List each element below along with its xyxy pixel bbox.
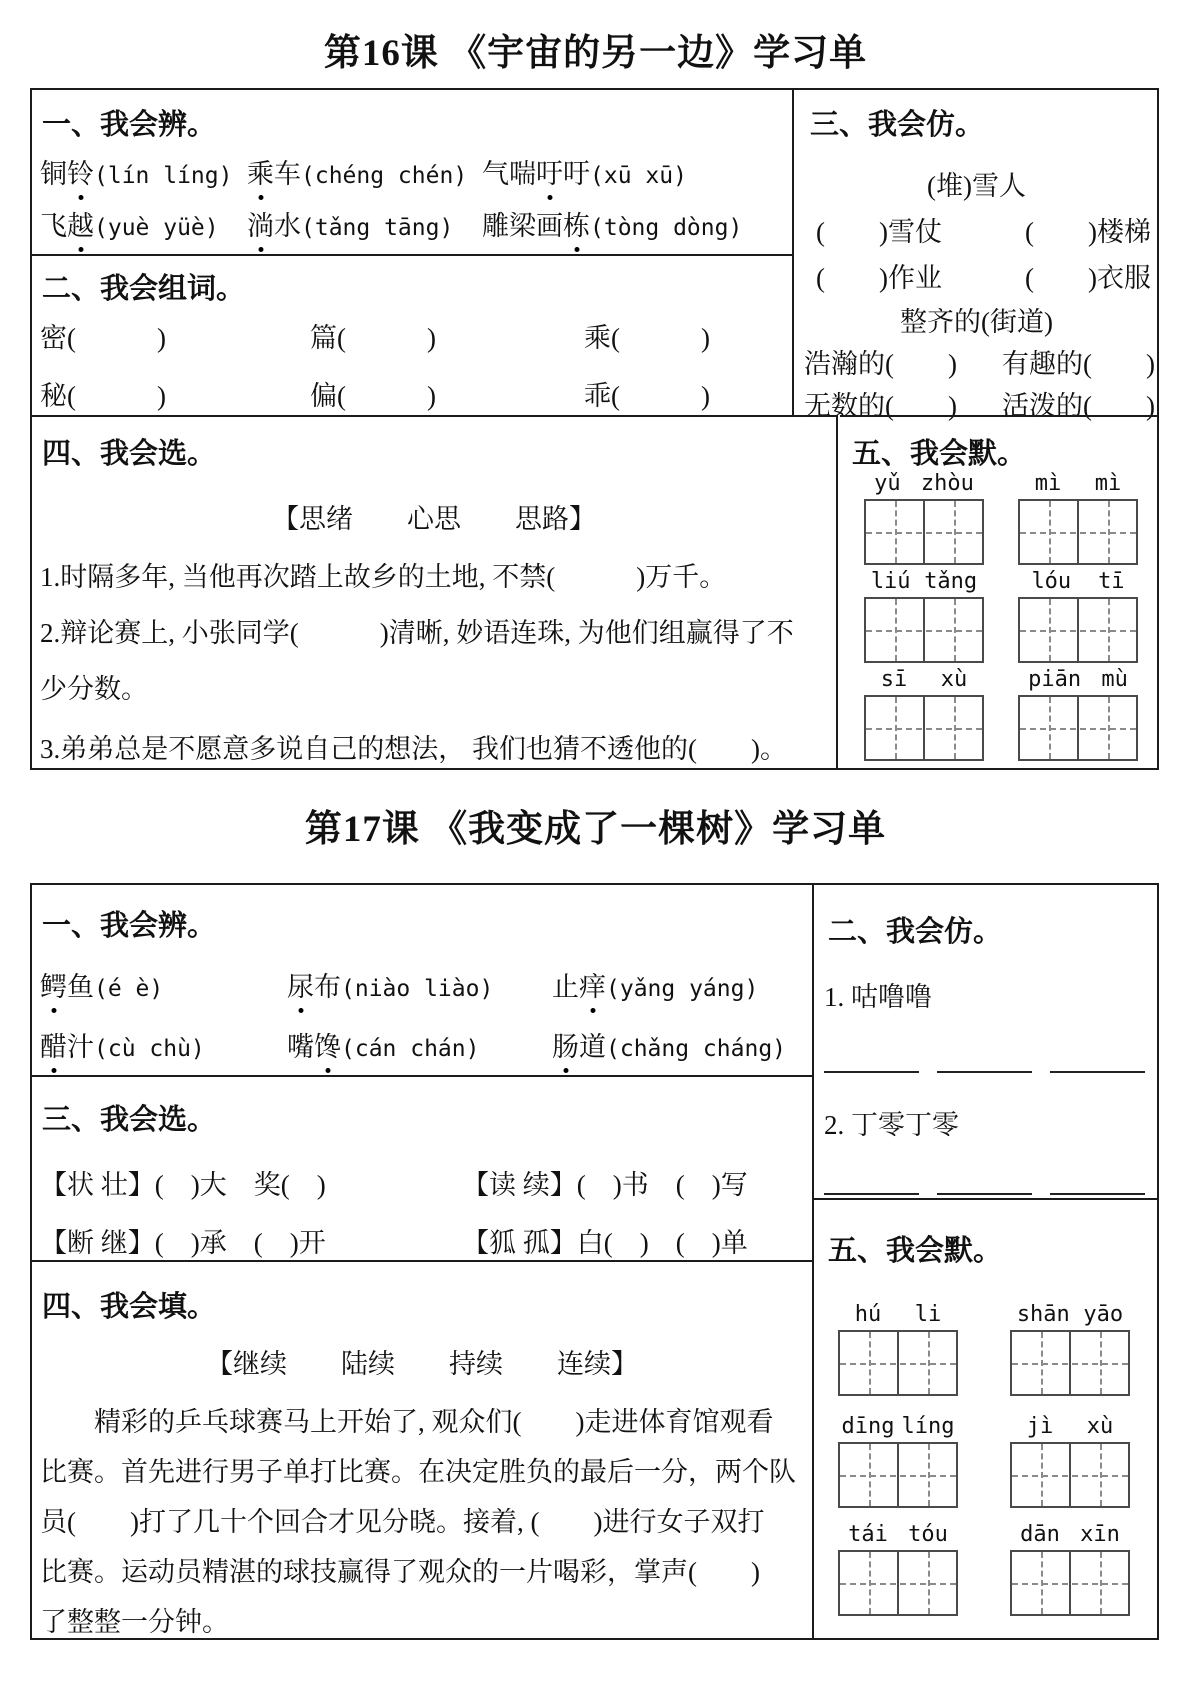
word-blank: 乘( ) [584,323,710,353]
xuan-pair: 【状 壮】( )大 奖( ) [40,1170,326,1200]
fang-row [816,256,1151,295]
vocab-word: 飞越(yuè yüè) [40,204,219,243]
l16-mo-heading: 五、我会默。 [852,438,1027,470]
vocab-word: 尿布(niào liào) [287,965,493,1004]
tian-line: 比赛。首先进行男子单打比赛。在决定胜负的最后一分，两个队 [40,1457,796,1487]
pinyin-label: shān yāo [1016,1302,1124,1327]
blank-line [824,1175,919,1195]
fang-blank: ( )衣服 [1025,263,1151,293]
word-blank: 篇( ) [310,323,436,353]
pinyin-label: mì mì [1034,471,1122,496]
pinyin-label: dān xīn [1020,1522,1120,1547]
vocab-word: 醋汁(cù chù) [40,1025,205,1064]
l16-section-xuan [32,415,838,768]
writing-grid [1018,667,1138,761]
fang-row [804,342,1155,381]
l17-tian-heading: 四、我会填。 [42,1291,217,1323]
tianzige-box [864,695,984,761]
tianzige-box [1010,1442,1130,1508]
fang-blank: 浩瀚的( ) [804,349,957,379]
tian-line: 了整整一分钟。 [40,1607,229,1637]
l17-section-bian [32,885,814,1077]
writing-grid [1010,1414,1130,1508]
xuan-sentence: 1.时隔多年, 当他再次踏上故乡的土地, 不禁( )万千。 [40,562,727,592]
l17-section-mo [814,1200,1157,1638]
writing-grid [864,471,984,565]
l16-bian-heading: 一、我会辨。 [42,109,217,141]
vocab-word: 鳄鱼(é è) [40,965,163,1004]
l16-zuci-heading: 二、我会组词。 [42,273,246,305]
fang-blank: ( )作业 [816,263,942,293]
vocab-word: 气喘吁吁(xū xū) [482,152,687,191]
fang-blank: 活泼的( ) [1002,391,1155,421]
pinyin-label: tái tóu [848,1522,948,1547]
fang-item: 1. 咕噜噜 [824,982,932,1012]
vocab-word: 铜铃(lín líng) [40,152,232,191]
xuan-options: 【思绪 心思 思路】 [272,504,596,534]
tianzige-box [1018,499,1138,565]
tianzige-box [1018,695,1138,761]
pinyin-label: lóu tī [1031,569,1125,594]
xuan-sentence: 少分数。 [40,674,148,704]
tianzige-box [1010,1330,1130,1396]
tianzige-box [838,1442,958,1508]
l16-section-fang [796,90,1157,421]
vocab-word: 雕梁画栋(tòng dòng) [482,204,742,243]
pinyin-label: sī xù [880,667,968,692]
fang-item: 2. 丁零丁零 [824,1110,959,1140]
writing-grid [1018,471,1138,565]
blank-line [1050,1053,1145,1073]
l16-fang-heading: 三、我会仿。 [810,109,985,141]
tian-line: 比赛。运动员精湛的球技赢得了观众的一片喝彩，掌声( ) [40,1557,760,1587]
writing-grid [838,1522,958,1616]
fang-blank: ( )楼梯 [1025,217,1151,247]
lesson16-table [30,88,1159,770]
l17-fang-heading: 二、我会仿。 [828,916,1003,948]
tian-options: 【继续 陆续 持续 连续】 [206,1349,638,1379]
vocab-word: 嘴馋(cán chán) [287,1025,479,1064]
xuan-pair: 【读 续】( )书 ( )写 [462,1170,748,1200]
pinyin-label: piān mù [1028,667,1128,692]
l16-section-mo [840,415,1157,768]
writing-grid [864,667,984,761]
tianzige-box [1010,1550,1130,1616]
tianzige-box [838,1550,958,1616]
tian-line: 员( )打了几十个回合才见分晓。接着, ( )进行女子双打 [40,1507,765,1537]
vocab-word: 淌水(tǎng tāng) [247,204,453,243]
writing-grid [1010,1522,1130,1616]
tian-line: 精彩的乒乓球赛马上开始了, 观众们( )走进体育馆观看 [40,1407,774,1437]
l16-section-bian [32,90,794,256]
writing-grid [1018,569,1138,663]
lesson16-title: 第16课 《宇宙的另一边》学习单 [323,33,868,74]
lesson17-table [30,883,1159,1640]
blank-line-row [824,1175,1145,1195]
word-blank: 偏( ) [310,381,436,411]
lesson17-title: 第17课 《我变成了一棵树》学习单 [304,809,887,850]
writing-grid [838,1302,958,1396]
tianzige-box [864,597,984,663]
tianzige-box [864,499,984,565]
fang-blank: 有趣的( ) [1002,349,1155,379]
writing-grid [838,1414,958,1508]
tianzige-box [838,1330,958,1396]
fang-example: (堆)雪人 [927,171,1026,201]
blank-line-row [824,1053,1145,1073]
vocab-word: 肠道(chǎng cháng) [552,1025,786,1064]
pinyin-label: jì xù [1026,1414,1114,1439]
word-blank: 秘( ) [40,381,166,411]
vocab-word: 乘车(chéng chén) [247,152,467,191]
pinyin-label: liú tǎng [870,569,978,594]
fang-blank: 无数的( ) [804,391,957,421]
blank-line [937,1175,1032,1195]
xuan-pair: 【狐 孤】白( ) ( )单 [462,1228,748,1258]
xuan-sentence: 2.辩论赛上, 小张同学( )清晰, 妙语连珠, 为他们组赢得了不 [40,618,794,648]
blank-line [937,1053,1032,1073]
l17-section-tian [32,1262,814,1638]
pinyin-label: yǔ zhòu [874,471,974,496]
word-blank: 密( ) [40,323,166,353]
pinyin-label: hú li [854,1302,942,1327]
l17-section-fang [814,885,1157,1200]
l17-bian-heading: 一、我会辨。 [42,910,217,942]
l17-mo-heading: 五、我会默。 [828,1235,1003,1267]
l16-xuan-heading: 四、我会选。 [42,438,217,470]
blank-line [1050,1175,1145,1195]
l17-section-xuan [32,1077,814,1262]
tianzige-box [1018,597,1138,663]
xuan-pair: 【断 继】( )承 ( )开 [40,1228,326,1258]
xuan-sentence: 3.弟弟总是不愿意多说自己的想法， 我们也猜不透他的( )。 [40,734,787,764]
writing-grid [1010,1302,1130,1396]
fang-example: 整齐的(街道) [900,307,1053,337]
fang-blank: ( )雪仗 [816,217,942,247]
word-blank: 乖( ) [584,381,710,411]
vocab-word: 止痒(yǎng yáng) [552,965,758,1004]
pinyin-label: dīng líng [841,1414,955,1439]
blank-line [824,1053,919,1073]
fang-row [816,210,1151,249]
l16-section-zuci [32,256,794,415]
writing-grid [864,569,984,663]
l17-xuan-heading: 三、我会选。 [42,1104,217,1136]
